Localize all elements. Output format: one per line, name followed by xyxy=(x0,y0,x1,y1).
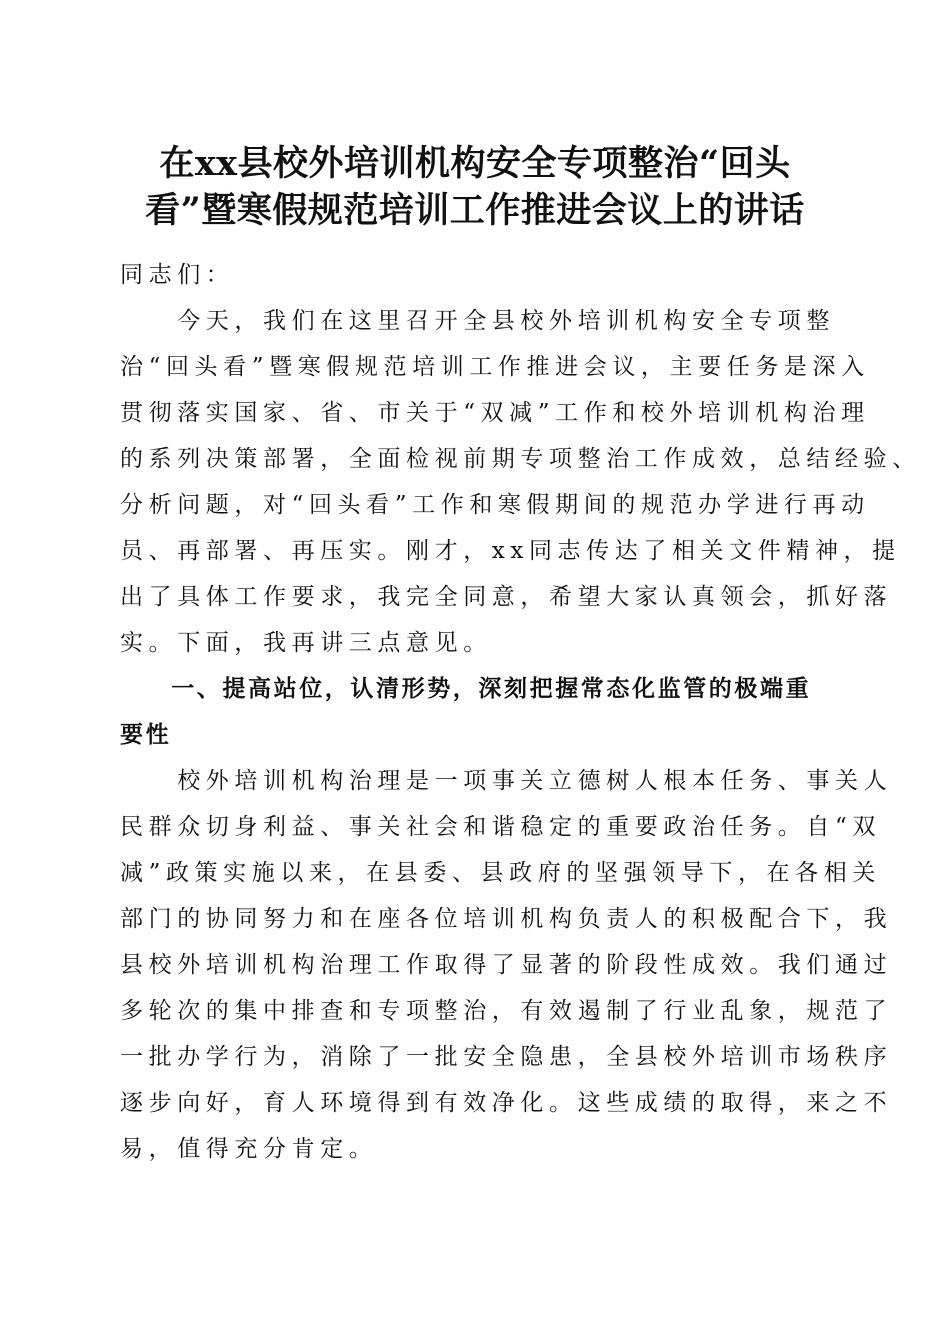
heading-line: 一、提高站位，认清形势，深刻把握常态化监管的极端重 xyxy=(120,676,812,702)
paragraph-line: 分析问题，对“回头看”工作和寒假期间的规范办学进行再动 xyxy=(120,492,870,518)
paragraph-line: 的系列决策部署，全面检视前期专项整治工作成效，总结经验、 xyxy=(120,446,921,472)
paragraph-line: 治“回头看”暨寒假规范培训工作推进会议，主要任务是深入 xyxy=(120,354,870,380)
paragraph-line: 出了具体工作要求，我完全同意，希望大家认真领会，抓好落 xyxy=(120,584,893,610)
section-heading-1 xyxy=(120,666,832,758)
paragraph-line: 民群众切身利益、事关社会和谐稳定的重要政治任务。自“双 xyxy=(120,814,881,840)
salutation: 同志们： xyxy=(120,262,235,288)
document-body xyxy=(120,252,921,1172)
paragraph-line: 部门的协同努力和在座各位培训机构负责人的积极配合下，我 xyxy=(120,906,893,932)
title-line: 在xx县校外培训机构安全专项整治“回头 xyxy=(159,143,791,184)
paragraph-intro xyxy=(120,298,921,666)
paragraph-line: 逐步向好，育人环境得到有效净化。这些成绩的取得，来之不 xyxy=(120,1090,893,1116)
paragraph-line: 多轮次的集中排查和专项整治，有效遏制了行业乱象，规范了 xyxy=(120,998,893,1024)
paragraph-line: 贯彻落实国家、省、市关于“双减”工作和校外培训机构治理 xyxy=(120,400,870,426)
paragraph-line: 县校外培训机构治理工作取得了显著的阶段性成效。我们通过 xyxy=(120,952,893,978)
paragraph-section-1 xyxy=(120,758,893,1172)
paragraph-line: 实。下面，我再讲三点意见。 xyxy=(120,630,492,656)
title-line: 看”暨寒假规范培训工作推进会议上的讲话 xyxy=(145,190,805,231)
paragraph-line: 一批办学行为，消除了一批安全隐患，全县校外培训市场秩序 xyxy=(120,1044,893,1070)
paragraph-line: 减”政策实施以来，在县委、县政府的坚强领导下，在各相关 xyxy=(120,860,881,886)
paragraph-line: 校外培训机构治理是一项事关立德树人根本任务、事关人 xyxy=(120,768,893,794)
paragraph-line: 今天，我们在这里召开全县校外培训机构安全专项整 xyxy=(120,308,835,334)
heading-line: 要性 xyxy=(120,722,172,748)
paragraph-line: 易，值得充分肯定。 xyxy=(120,1136,378,1162)
paragraph-line: 员、再部署、再压实。刚才，xx同志传达了相关文件精神，提 xyxy=(120,538,901,564)
document-title xyxy=(120,140,830,234)
